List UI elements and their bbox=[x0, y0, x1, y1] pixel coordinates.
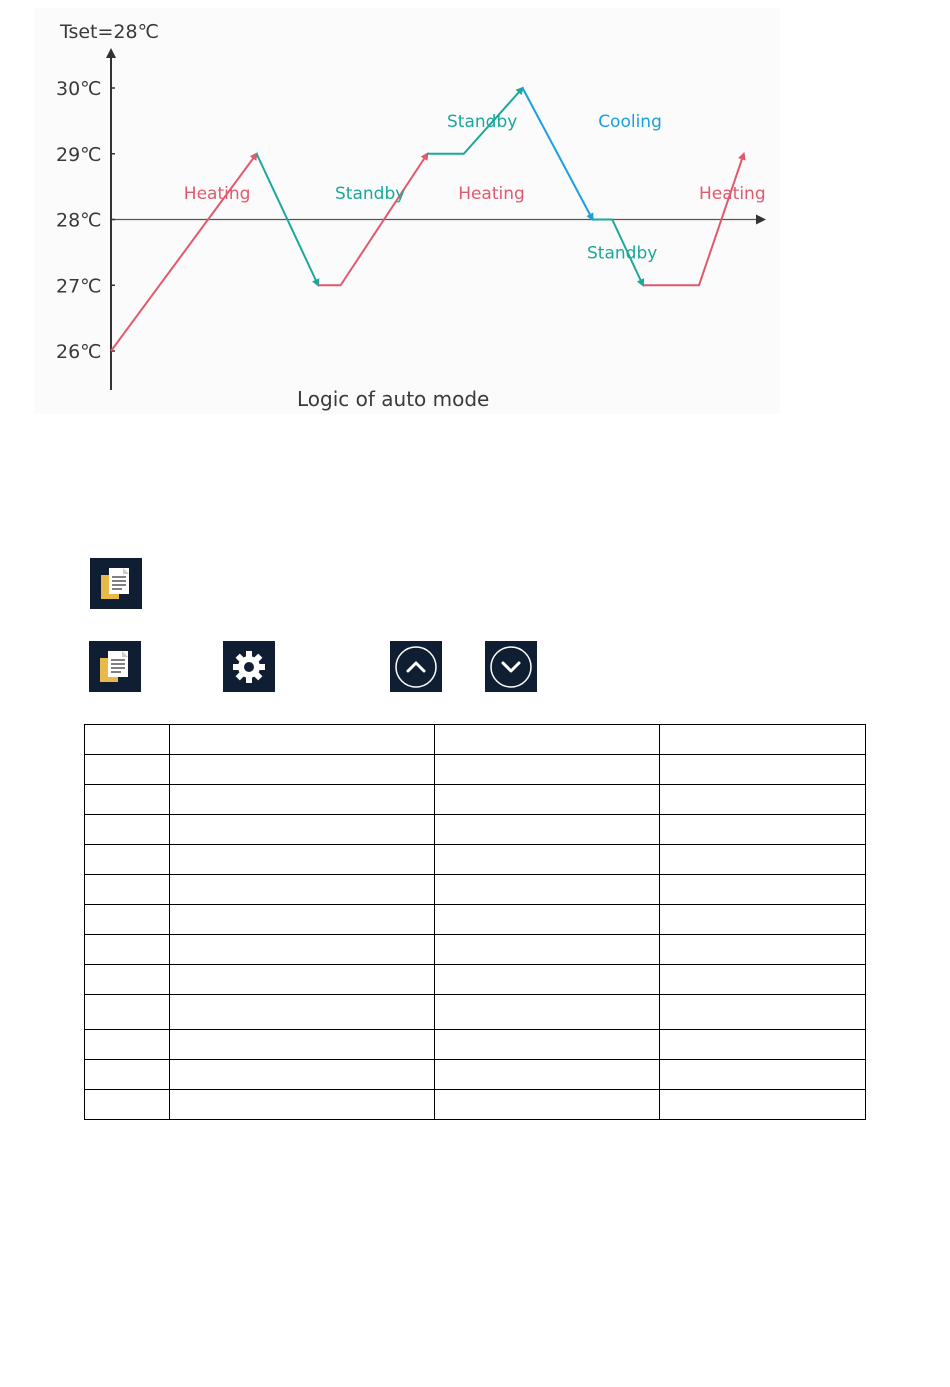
scroll-up-button[interactable] bbox=[390, 641, 442, 692]
table-cell bbox=[170, 815, 435, 845]
chevron-down-icon bbox=[488, 644, 534, 690]
table-cell bbox=[435, 995, 660, 1030]
mode-label-standby: Standby bbox=[447, 111, 518, 132]
table-cell bbox=[435, 815, 660, 845]
table-row bbox=[85, 935, 866, 965]
mode-label-heating: Heating bbox=[183, 184, 251, 205]
table-row bbox=[85, 785, 866, 815]
table-cell bbox=[660, 815, 866, 845]
chart-svg bbox=[34, 8, 780, 414]
table-cell bbox=[170, 965, 435, 995]
setpoint-label: Tset=28℃ bbox=[60, 21, 159, 43]
table-cell bbox=[85, 815, 170, 845]
table-row bbox=[85, 845, 866, 875]
table-cell bbox=[85, 785, 170, 815]
table-cell bbox=[170, 1060, 435, 1090]
y-tick-label: 29℃ bbox=[56, 143, 102, 166]
table-cell bbox=[170, 905, 435, 935]
table-cell bbox=[435, 965, 660, 995]
table-cell bbox=[660, 725, 866, 755]
table-cell bbox=[85, 1090, 170, 1120]
table-row bbox=[85, 905, 866, 935]
table-row bbox=[85, 755, 866, 785]
table-cell bbox=[170, 995, 435, 1030]
table-row bbox=[85, 995, 866, 1030]
table-cell bbox=[660, 875, 866, 905]
table-cell bbox=[170, 935, 435, 965]
table-cell bbox=[435, 905, 660, 935]
chart-title: Logic of auto mode bbox=[297, 387, 490, 411]
table-row bbox=[85, 1060, 866, 1090]
document-icon bbox=[99, 565, 133, 603]
table-cell bbox=[85, 905, 170, 935]
table-row bbox=[85, 1090, 866, 1120]
document-icon bbox=[98, 648, 132, 686]
table-cell bbox=[170, 755, 435, 785]
table-cell bbox=[435, 1090, 660, 1120]
series-cooling bbox=[523, 88, 593, 220]
table-cell bbox=[170, 1090, 435, 1120]
table-cell bbox=[170, 725, 435, 755]
table-cell bbox=[170, 845, 435, 875]
table-cell bbox=[435, 875, 660, 905]
table-cell bbox=[435, 1060, 660, 1090]
mode-label-cooling: Cooling bbox=[598, 111, 662, 132]
table-cell bbox=[85, 875, 170, 905]
table-row bbox=[85, 875, 866, 905]
table-row bbox=[85, 725, 866, 755]
table-cell bbox=[435, 1030, 660, 1060]
table-cell bbox=[170, 785, 435, 815]
document-button[interactable] bbox=[90, 558, 142, 609]
gear-icon bbox=[231, 649, 267, 685]
chevron-up-icon bbox=[393, 644, 439, 690]
table-cell bbox=[660, 785, 866, 815]
table-cell bbox=[660, 845, 866, 875]
table-row bbox=[85, 815, 866, 845]
mode-label-standby: Standby bbox=[335, 184, 406, 205]
table-cell bbox=[85, 1060, 170, 1090]
mode-label-heating: Heating bbox=[699, 184, 766, 205]
table-cell bbox=[170, 875, 435, 905]
mode-label-heating: Heating bbox=[458, 184, 525, 205]
table-cell bbox=[435, 785, 660, 815]
table-cell bbox=[660, 965, 866, 995]
table-cell bbox=[85, 995, 170, 1030]
table-cell bbox=[85, 845, 170, 875]
table-cell bbox=[660, 1060, 866, 1090]
table-cell bbox=[660, 1090, 866, 1120]
mode-label-standby: Standby bbox=[587, 243, 658, 264]
table-cell bbox=[660, 1030, 866, 1060]
y-tick-label: 26℃ bbox=[56, 341, 102, 363]
table-cell bbox=[660, 995, 866, 1030]
table-cell bbox=[435, 755, 660, 785]
table-cell bbox=[85, 1030, 170, 1060]
settings-button[interactable] bbox=[223, 641, 275, 692]
table-row bbox=[85, 1030, 866, 1060]
table-cell bbox=[660, 935, 866, 965]
table-cell bbox=[85, 755, 170, 785]
table-cell bbox=[170, 1030, 435, 1060]
table-cell bbox=[85, 725, 170, 755]
parameter-table bbox=[84, 724, 866, 1120]
auto-mode-chart bbox=[34, 8, 780, 414]
table-row bbox=[85, 965, 866, 995]
table-cell bbox=[660, 905, 866, 935]
table-cell bbox=[85, 935, 170, 965]
scroll-down-button[interactable] bbox=[485, 641, 537, 692]
table-cell bbox=[435, 845, 660, 875]
table-cell bbox=[660, 755, 866, 785]
y-tick-label: 28℃ bbox=[56, 209, 102, 232]
y-tick-label: 30℃ bbox=[56, 78, 102, 100]
document-button-2[interactable] bbox=[89, 641, 141, 692]
table-cell bbox=[435, 935, 660, 965]
table-cell bbox=[85, 965, 170, 995]
y-tick-label: 27℃ bbox=[56, 275, 102, 298]
table-cell bbox=[435, 725, 660, 755]
